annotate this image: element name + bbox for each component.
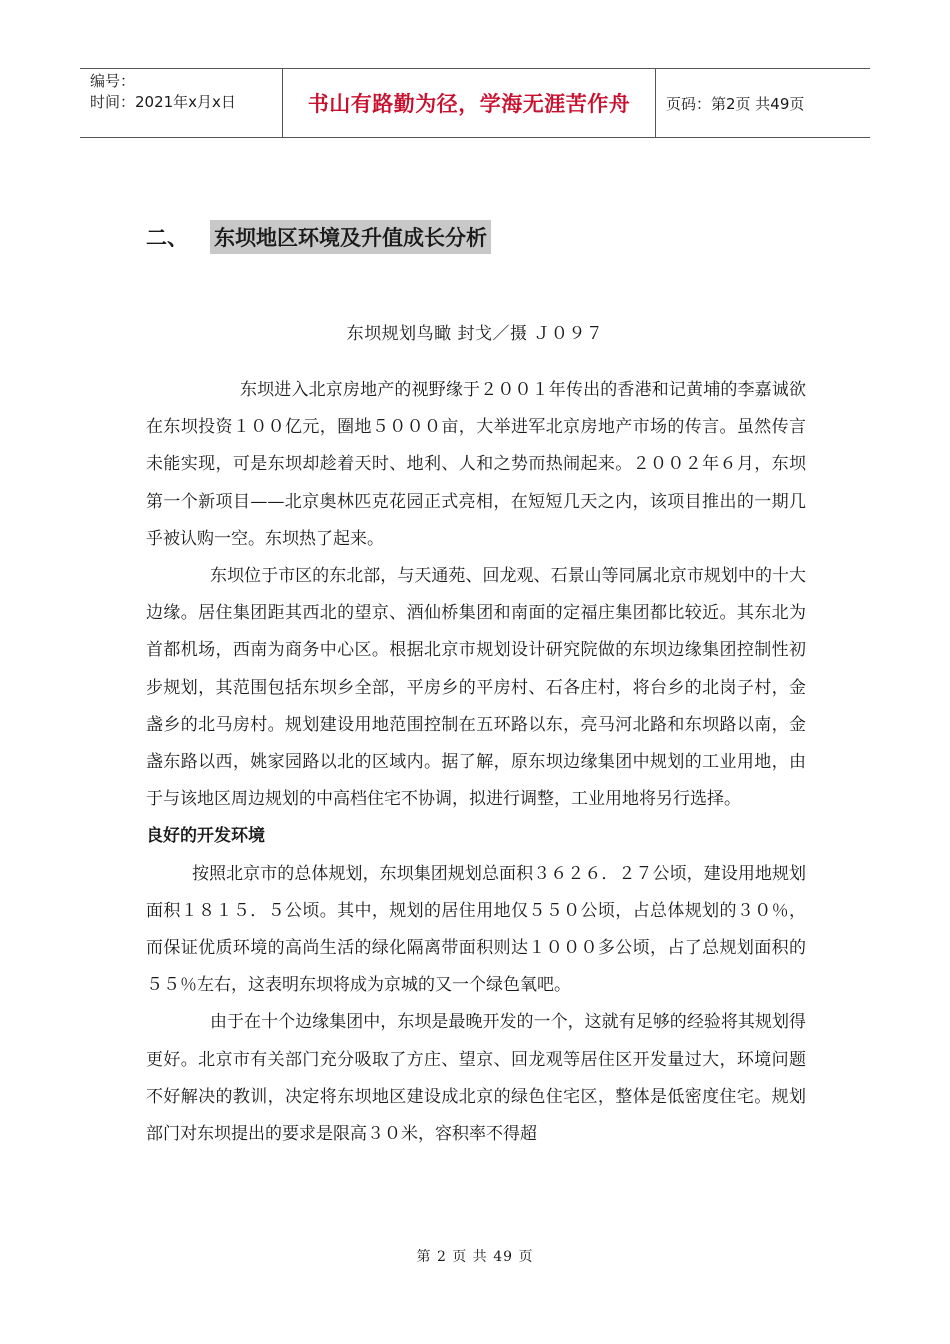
header-meta <box>80 69 282 137</box>
header-page-info: 页码：第2页 共49页 <box>666 94 805 113</box>
section-heading <box>146 220 491 254</box>
paragraph-2: 东坝位于市区的东北部，与天通苑、回龙观、石景山等同属北京市规划中的十大边缘。居住集团距其西北的望京、酒仙桥集团和南面的定福庄集团都比较近。其东北为首都机场，西南为商务中心区。根据北京市规划设计研究院做的东坝边缘集团控制性初步规划，其范围包括东坝乡全部，平房乡的平房村、石各庄村，将台乡的北岗子村，金盏乡的北马房村。规划建设用地范围控制在五环路以东，亮马河北路和东坝路以南，金盏东路以西，姚家园路以北的区域内。据了解，原东坝边缘集团中规划的工业用地，由于与该地区周边规划的中高档住宅不协调，拟进行调整，工业用地将另行选择。 <box>146 566 806 810</box>
section-title: 东坝地区环境及升值成长分析 <box>210 220 491 254</box>
paragraph-3: 按照北京市的总体规划，东坝集团规划总面积３６２６．２７公顷，建设用地规划面积１８１５．５公顷。其中，规划的居住用地仅５５０公顷，占总体规划的３０％，而保证优质环境的高尚生活的绿化隔离带面积则达１０００多公顷，占了总规划面积的５５％左右，这表明东坝将成为京城的又一个绿色氧吧。 <box>146 863 806 996</box>
number-label: 编号： <box>90 72 136 90</box>
time-label: 时间：2021年x月x日 <box>90 93 236 111</box>
header-motto: 书山有路勤为径，学海无涯苦作舟 <box>282 69 656 137</box>
paragraph-4: 由于在十个边缘集团中，东坝是最晚开发的一个，这就有足够的经验将其规划得更好。北京市有关部门充分吸取了方庄、望京、回龙观等居住区开发量过大，环境问题不好解决的教训，决定将东坝地区建设成北京的绿色住宅区，整体是低密度住宅。规划部门对东坝提出的要求是限高３０米，容积率不得超 <box>146 1012 806 1145</box>
page-header <box>80 68 870 138</box>
subheading: 良好的开发环境 <box>146 826 265 847</box>
paragraph-1: 东坝进入北京房地产的视野缘于２００１年传出的香港和记黄埔的李嘉诚欲在东坝投资１００亿元，圈地５０００亩，大举进军北京房地产市场的传言。虽然传言未能实现，可是东坝却趁着天时、地利、人和之势而热闹起来。２００２年６月，东坝第一个新项目——北京奥林匹克花园正式亮相，在短短几天之内，该项目推出的一期几乎被认购一空。东坝热了起来。 <box>146 380 806 549</box>
section-number: 二、 <box>146 226 188 250</box>
body-text <box>146 372 806 1153</box>
page-footer: 第 2 页 共 49 页 <box>416 1249 534 1265</box>
image-caption: 东坝规划鸟瞰 封戈／摄 Ｊ０９７ <box>346 324 604 344</box>
